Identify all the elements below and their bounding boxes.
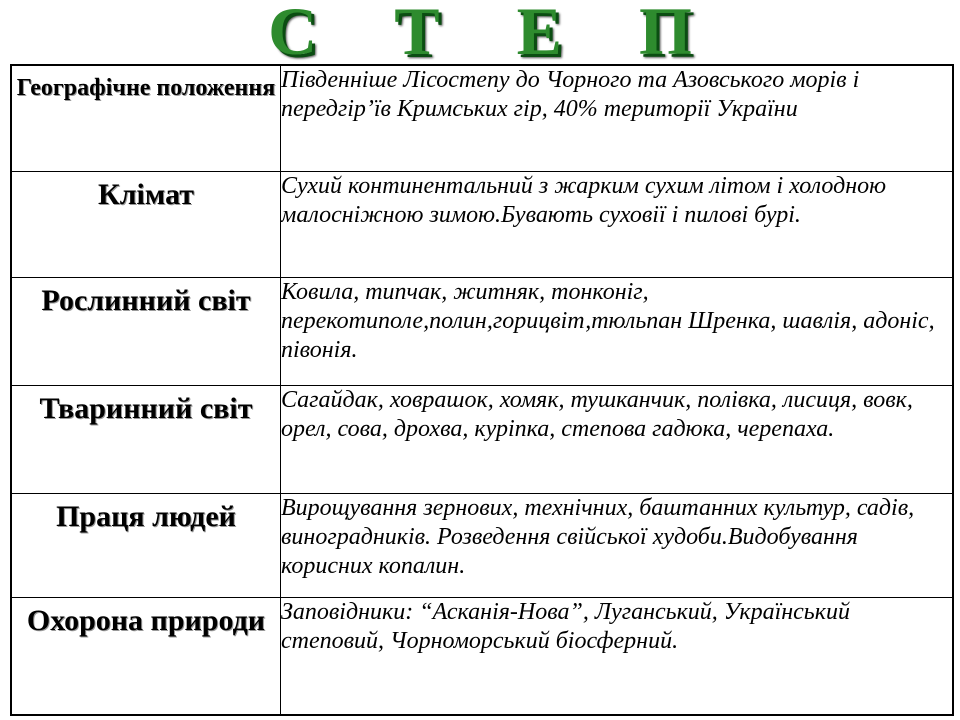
row-text-flora: Ковила, типчак, житняк, тонконіг, перекотиполе,полин,горицвіт,тюльпан Шренка, шавлія, адоніс, півонія. (281, 277, 954, 385)
row-heading-geography: Географічне положення (11, 65, 281, 171)
steppe-info-table (10, 64, 954, 716)
row-text-climate: Сухий континентальний з жарким сухим літом і холодною малосніжною зимою.Бувають суховії і пилові бурі. (281, 171, 954, 277)
page-title: С Т Е П (268, 0, 722, 69)
row-heading-flora: Рослинний світ (11, 277, 281, 385)
table-row (11, 385, 953, 493)
row-text-fauna: Сагайдак, ховрашок, хомяк, тушканчик, полівка, лисиця, вовк, орел, сова, дрохва, куріпка, степова гадюка, черепаха. (281, 385, 954, 493)
row-text-geography: Південніше Лісостепу до Чорного та Азовського морів і передгір’їв Кримських гір, 40% території України (281, 65, 954, 171)
row-heading-conservation: Охорона природи (11, 597, 281, 715)
row-heading-climate: Клімат (11, 171, 281, 277)
table-row (11, 171, 953, 277)
row-heading-labor: Праця людей (11, 493, 281, 597)
row-text-labor: Вирощування зернових, технічних, баштанних культур, садів, виноградників. Розведення свійської худоби.Видобування корисних копалин. (281, 493, 954, 597)
row-heading-fauna: Тваринний світ (11, 385, 281, 493)
row-text-conservation: Заповідники: “Асканія-Нова”, Луганський, Український степовий, Чорноморський біосферний. (281, 597, 954, 715)
table-row (11, 65, 953, 171)
table-row (11, 277, 953, 385)
table-row (11, 597, 953, 715)
table-row (11, 493, 953, 597)
